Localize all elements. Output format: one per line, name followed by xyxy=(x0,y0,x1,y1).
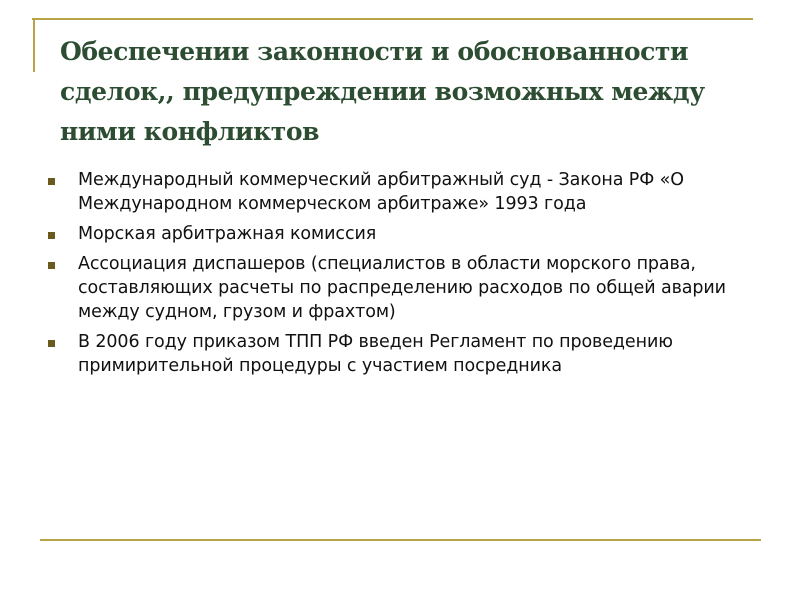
bullet-text: Ассоциация диспашеров (специалистов в области морского права, составляющих расчеты по распределению расходов по общей аварии между судном, грузом и фрахтом) xyxy=(78,254,726,322)
bullet-item xyxy=(48,252,768,324)
bullet-item xyxy=(48,330,768,378)
left-rule xyxy=(33,18,35,72)
bullet-text: Морская арбитражная комиссия xyxy=(78,224,377,244)
square-bullet-icon xyxy=(48,262,55,269)
bottom-rule xyxy=(40,539,761,541)
bullet-item xyxy=(48,168,768,216)
square-bullet-icon xyxy=(48,232,55,239)
square-bullet-icon xyxy=(48,178,55,185)
bullet-list xyxy=(48,168,768,384)
bullet-item xyxy=(48,222,768,246)
square-bullet-icon xyxy=(48,340,55,347)
top-rule xyxy=(32,18,753,20)
slide-title: Обеспечении законности и обоснованности сделок,, предупреждении возможных между ними конфликтов xyxy=(60,37,705,146)
bullet-text: В 2006 году приказом ТПП РФ введен Регламент по проведению примирительной процедуры с участием посредника xyxy=(78,332,673,376)
bullet-text: Международный коммерческий арбитражный суд - Закона РФ «О Международном коммерческом арбитраже» 1993 года xyxy=(78,170,684,214)
